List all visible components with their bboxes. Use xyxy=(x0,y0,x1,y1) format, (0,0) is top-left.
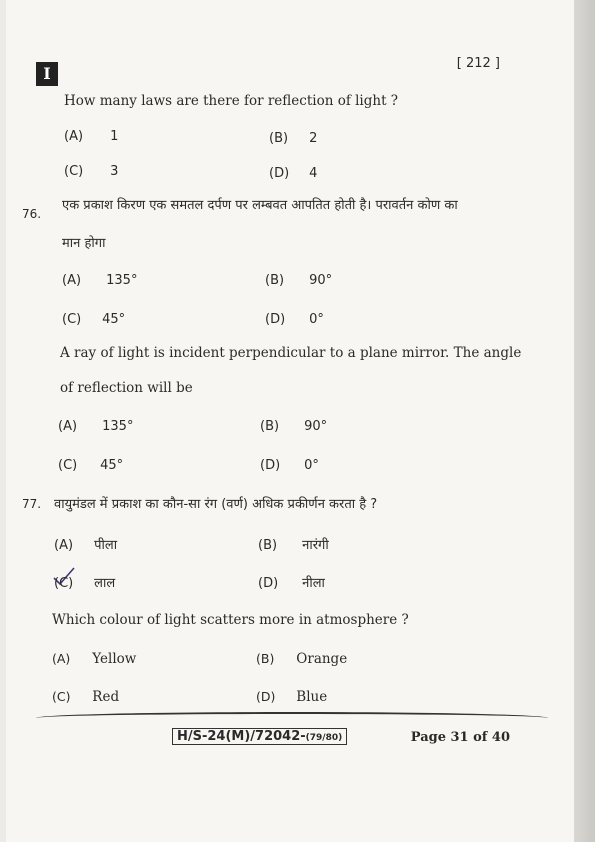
option-label: (C) xyxy=(62,312,82,327)
q75-question: How many laws are there for reflection of light ? xyxy=(64,93,399,109)
q77-hindi-option-b xyxy=(258,535,329,553)
option-label: (A) xyxy=(54,538,74,553)
q77-english-option-c xyxy=(52,689,119,705)
option-label: (B) xyxy=(265,273,285,288)
q77-english-option-b xyxy=(256,651,347,667)
option-value: पीला xyxy=(94,538,118,553)
option-label: (A) xyxy=(64,129,84,144)
paper-code-set: (79/80) xyxy=(305,733,343,743)
q76-hindi-option-c xyxy=(62,312,125,327)
q76-number: 76. xyxy=(22,207,42,221)
q77-hindi-option-c xyxy=(54,573,115,591)
option-value: 0° xyxy=(309,312,324,327)
option-value: Yellow xyxy=(92,651,137,667)
q76-english-line2: of reflection will be xyxy=(60,380,193,396)
section-badge: I xyxy=(36,62,58,86)
q76-hindi-option-a xyxy=(62,273,137,288)
q75-option-a xyxy=(64,129,118,144)
option-label: (B) xyxy=(258,538,278,553)
q76-english-option-b xyxy=(260,419,327,434)
q77-english-option-a xyxy=(52,651,136,667)
option-label: (C) xyxy=(54,576,74,591)
option-label: (D) xyxy=(265,312,286,327)
option-value: 45° xyxy=(102,312,126,327)
q76-hindi-line2: मान होगा xyxy=(62,236,106,251)
q75-option-d xyxy=(269,166,317,181)
option-value: 4 xyxy=(309,166,318,181)
q77-hindi-option-a xyxy=(54,535,117,553)
page-edge-shadow xyxy=(574,0,595,842)
q76-hindi-option-d xyxy=(265,312,324,327)
option-value: 90° xyxy=(309,273,333,288)
option-label: (A) xyxy=(58,419,78,434)
option-label: (A) xyxy=(62,273,82,288)
q76-hindi-line1: एक प्रकाश किरण एक समतल दर्पण पर लम्बवत आपतित होती है। परावर्तन कोण का xyxy=(62,198,458,213)
option-value: 2 xyxy=(309,131,318,146)
option-label: (D) xyxy=(256,689,276,704)
q75-option-b xyxy=(269,131,317,146)
option-label: (C) xyxy=(58,458,78,473)
option-value: 0° xyxy=(304,458,319,473)
q76-english-option-c xyxy=(58,458,123,473)
option-label: (C) xyxy=(64,164,84,179)
exam-page xyxy=(6,0,574,842)
option-value: Red xyxy=(92,689,120,705)
paper-code: H/S-24(M)/72042- xyxy=(177,729,306,744)
page-code: [ 212 ] xyxy=(456,56,500,71)
q76-english-option-d xyxy=(260,458,319,473)
option-value: 3 xyxy=(110,164,119,179)
option-value: 135° xyxy=(106,273,138,288)
option-value: 135° xyxy=(102,419,134,434)
q77-english-question: Which colour of light scatters more in atmosphere ? xyxy=(52,612,409,628)
page-number: Page 31 of 40 xyxy=(410,730,510,745)
option-value: नीला xyxy=(302,576,325,591)
q77-english-option-d xyxy=(256,689,327,705)
footer-rule xyxy=(36,712,548,726)
q75-option-c xyxy=(64,164,118,179)
option-label: (B) xyxy=(260,419,280,434)
option-label: (D) xyxy=(269,166,290,181)
option-label: (B) xyxy=(256,651,275,666)
paper-code-box xyxy=(172,728,347,745)
option-value: 45° xyxy=(100,458,124,473)
q77-hindi-option-d xyxy=(258,573,325,591)
q76-english-line1: A ray of light is incident perpendicular to a plane mirror. The angle xyxy=(60,345,522,361)
option-label: (A) xyxy=(52,651,71,666)
option-value: Blue xyxy=(296,689,328,705)
option-value: नारंगी xyxy=(302,538,329,553)
option-label: (B) xyxy=(269,131,289,146)
option-label: (D) xyxy=(258,576,279,591)
option-label: (C) xyxy=(52,689,71,704)
q76-hindi-option-b xyxy=(265,273,332,288)
option-value: 90° xyxy=(304,419,328,434)
q77-hindi-question: वायुमंडल में प्रकाश का कौन-सा रंग (वर्ण) अधिक प्रकीर्णन करता है ? xyxy=(54,497,378,512)
option-value: लाल xyxy=(94,576,116,591)
option-label: (D) xyxy=(260,458,281,473)
option-value: Orange xyxy=(296,651,348,667)
option-value: 1 xyxy=(110,129,119,144)
q76-english-option-a xyxy=(58,419,133,434)
q77-number: 77. xyxy=(22,497,42,511)
